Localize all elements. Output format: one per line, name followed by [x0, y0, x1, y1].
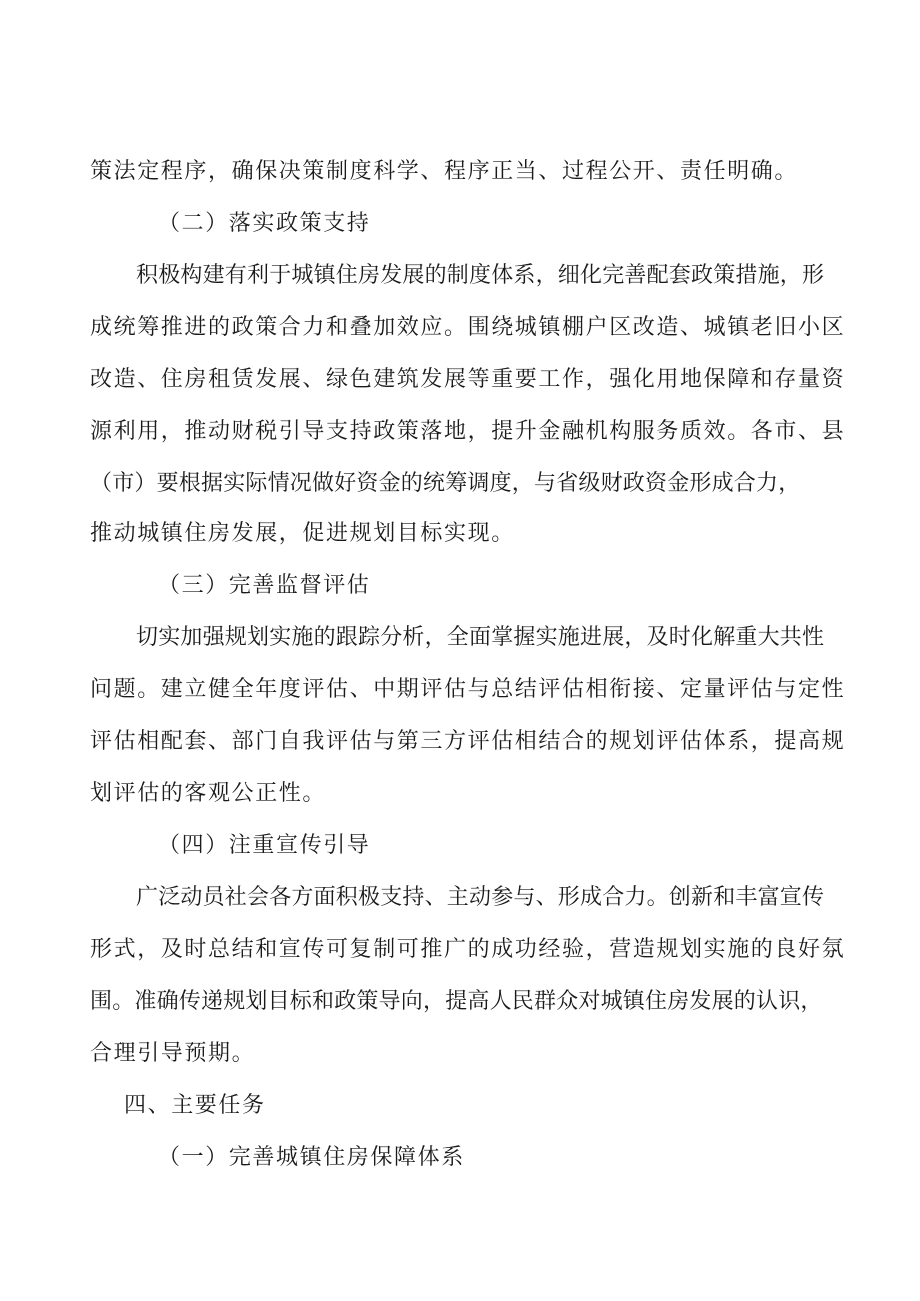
section-heading: （三）完善监督评估 [158, 573, 371, 598]
paragraph-line: 问题。建立健全年度评估、中期评估与总结评估相衔接、定量评估与定性 [90, 677, 846, 702]
section-heading: （一）完善城镇住房保障体系 [158, 1145, 465, 1170]
paragraph-line: 策法定程序，确保决策制度科学、程序正当、过程公开、责任明确。 [90, 159, 799, 184]
paragraph-line: 积极构建有利于城镇住房发展的制度体系，细化完善配套政策措施，形 [136, 263, 825, 288]
paragraph-line: 源利用，推动财税引导支持政策落地，提升金融机构服务质效。各市、县 [90, 419, 846, 444]
paragraph-line: 切实加强规划实施的跟踪分析，全面掌握实施进展，及时化解重大共性 [136, 625, 825, 650]
paragraph-line: 形式，及时总结和宣传可复制可推广的成功经验，营造规划实施的良好氛 [90, 937, 846, 962]
paragraph-line: （市）要根据实际情况做好资金的统筹调度，与省级财政资金形成合力， [90, 471, 801, 496]
paragraph-line: 划评估的客观公正性。 [90, 781, 327, 806]
paragraph-line: 改造、住房租赁发展、绿色建筑发展等重要工作，强化用地保障和存量资 [90, 367, 846, 392]
paragraph-line: 评估相配套、部门自我评估与第三方评估相结合的规划评估体系，提高规 [90, 729, 846, 754]
paragraph-line: 推动城镇住房发展，促进规划目标实现。 [90, 521, 515, 546]
section-heading: （二）落实政策支持 [158, 211, 371, 236]
section-heading: （四）注重宣传引导 [158, 833, 371, 858]
paragraph-line: 合理引导预期。 [90, 1041, 256, 1066]
chapter-heading: 四、主要任务 [124, 1093, 266, 1118]
paragraph-line: 广泛动员社会各方面积极支持、主动参与、形成合力。创新和丰富宣传 [136, 885, 825, 910]
paragraph-line: 成统筹推进的政策合力和叠加效应。围绕城镇棚户区改造、城镇老旧小区 [90, 315, 846, 340]
paragraph-line: 围。准确传递规划目标和政策导向，提高人民群众对城镇住房发展的认识， [90, 989, 823, 1014]
